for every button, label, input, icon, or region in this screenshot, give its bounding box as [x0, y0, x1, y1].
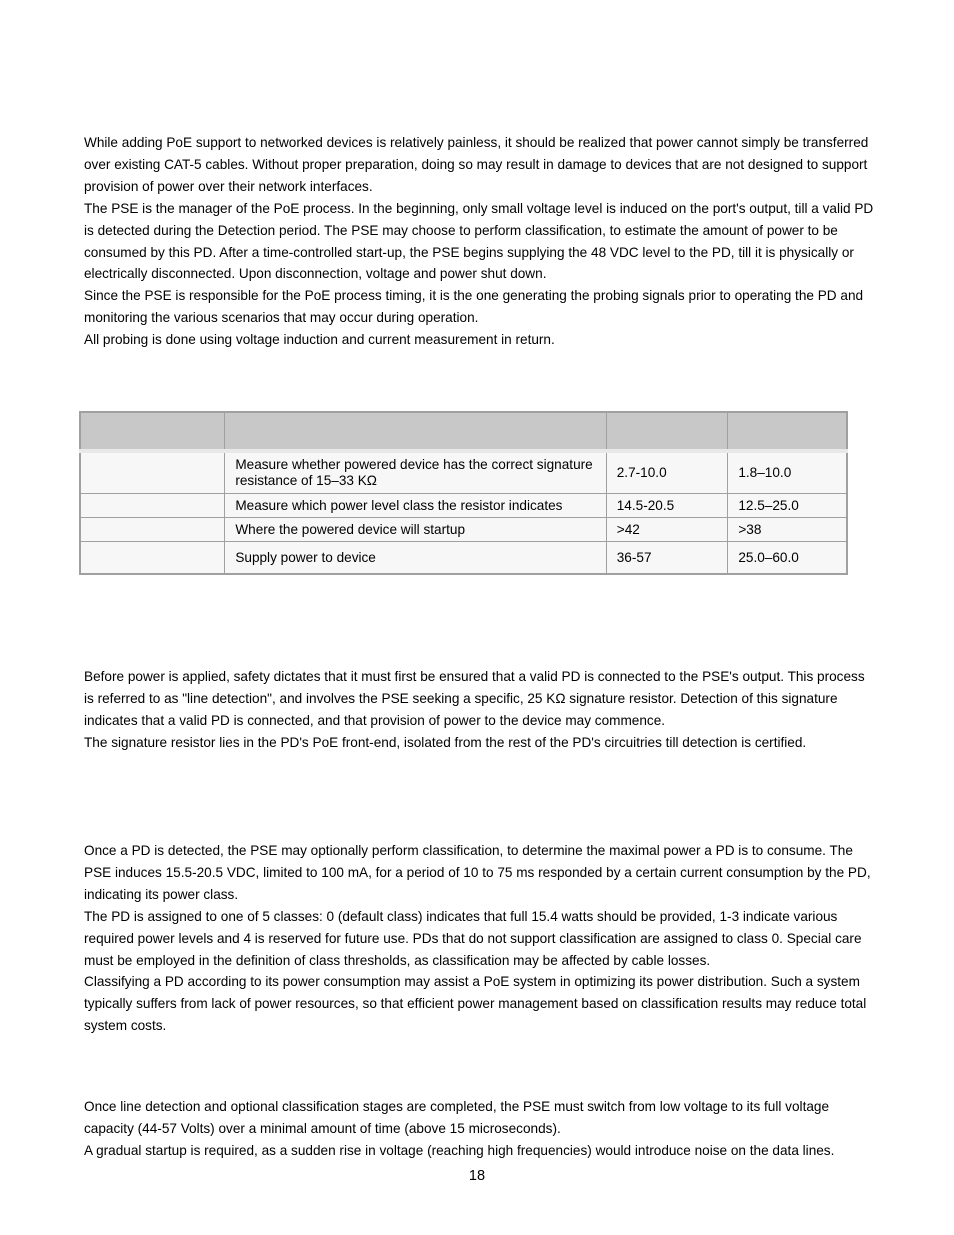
table-cell: 2.7-10.0: [606, 451, 728, 494]
paragraph: Before power is applied, safety dictates that it must first be ensured that a valid PD is connected to the PSE's output. This process is referred to as "line detection", and involves the PSE seeking a specific, 25 KΩ signature resistor. Detection of this signature indicates that a valid PD is connected, and that provision of power to the device may commence.: [84, 669, 865, 728]
table-cell: Measure which power level class the resistor indicates: [225, 494, 606, 518]
poe-stages-table: [79, 411, 848, 575]
paragraph: The PD is assigned to one of 5 classes: 0 (default class) indicates that full 15.4 watts should be provided, 1-3 indicate various required power levels and 4 is reserved for future use. PDs that do not support classification are assigned to class 0. Special care must be employed in the definition of class thresholds, as classification may be affected by cable losses.: [84, 908, 862, 968]
paragraph: The signature resistor lies in the PD's PoE front-end, isolated from the rest of the PD's circuitries till detection is certified.: [84, 734, 807, 750]
table-cell: Supply power to device: [225, 542, 606, 575]
table-cell: [80, 451, 225, 494]
table-cell: 12.5–25.0: [728, 494, 847, 518]
table-cell: 14.5-20.5: [606, 494, 728, 518]
paragraph: Once line detection and optional classification stages are completed, the PSE must switch from low voltage to its full voltage capacity (44-57 Volts) over a minimal amount of time (above 15 microseconds).: [84, 1099, 830, 1136]
table-cell: [80, 542, 225, 575]
table-header-cell: [728, 412, 847, 451]
table-header-cell: [80, 412, 225, 451]
table-cell: 36-57: [606, 542, 728, 575]
paragraph: All probing is done using voltage induction and current measurement in return.: [84, 332, 555, 348]
classification-section: [84, 840, 876, 1037]
table-cell: 1.8–10.0: [728, 451, 847, 494]
table-cell: [80, 494, 225, 518]
paragraph: Since the PSE is responsible for the PoE process timing, it is the one generating the probing signals prior to operating the PD and monitoring the various scenarios that may occur during operation.: [84, 288, 864, 326]
paragraph: A gradual startup is required, as a sudden rise in voltage (reaching high frequencies) would introduce noise on the data lines.: [84, 1142, 835, 1158]
table-header-cell: [606, 412, 728, 451]
table-cell: >42: [606, 518, 728, 542]
paragraph: Once a PD is detected, the PSE may optionally perform classification, to determine the maximal power a PD is to consume. The PSE induces 15.5-20.5 VDC, limited to 100 mA, for a period of 10 to 75 ms responded by a certain current consumption by the PD, indicating its power class.: [84, 843, 871, 902]
table-row: [80, 451, 847, 494]
table-cell: Where the powered device will startup: [225, 518, 606, 542]
paragraph: While adding PoE support to networked devices is relatively painless, it should be realized that power cannot simply be transferred over existing CAT-5 cables. Without proper preparation, doing so may result in damage to devices that are not designed to support provision of power over their network interfaces.: [84, 135, 869, 194]
table-row: [80, 542, 847, 575]
table-header-cell: [225, 412, 606, 451]
paragraph: The PSE is the manager of the PoE process. In the beginning, only small voltage level is induced on the port's output, till a valid PD is detected during the Detection period. The PSE may choose to perform classification, to estimate the amount of power to be consumed by this PD. After a time-controlled start-up, the PSE begins supplying the 48 VDC level to the PD, till it is physically or electrically disconnected. Upon disconnection, voltage and power shut down.: [84, 200, 874, 282]
table-row: [80, 518, 847, 542]
table-header-row: [80, 412, 847, 451]
table-row: [80, 494, 847, 518]
startup-section: [84, 1096, 876, 1162]
overview-section: [84, 132, 876, 351]
table-cell: >38: [728, 518, 847, 542]
detection-section: [84, 666, 876, 754]
paragraph: Classifying a PD according to its power consumption may assist a PoE system in optimizing its power distribution. Such a system typically suffers from lack of power resources, so that efficient power management based on classification results may reduce total system costs.: [84, 974, 867, 1034]
page-number: 18: [468, 1168, 486, 1184]
table-cell: 25.0–60.0: [728, 542, 847, 575]
table-cell: Measure whether powered device has the correct signature resistance of 15–33 KΩ: [225, 451, 606, 494]
table-cell: [80, 518, 225, 542]
